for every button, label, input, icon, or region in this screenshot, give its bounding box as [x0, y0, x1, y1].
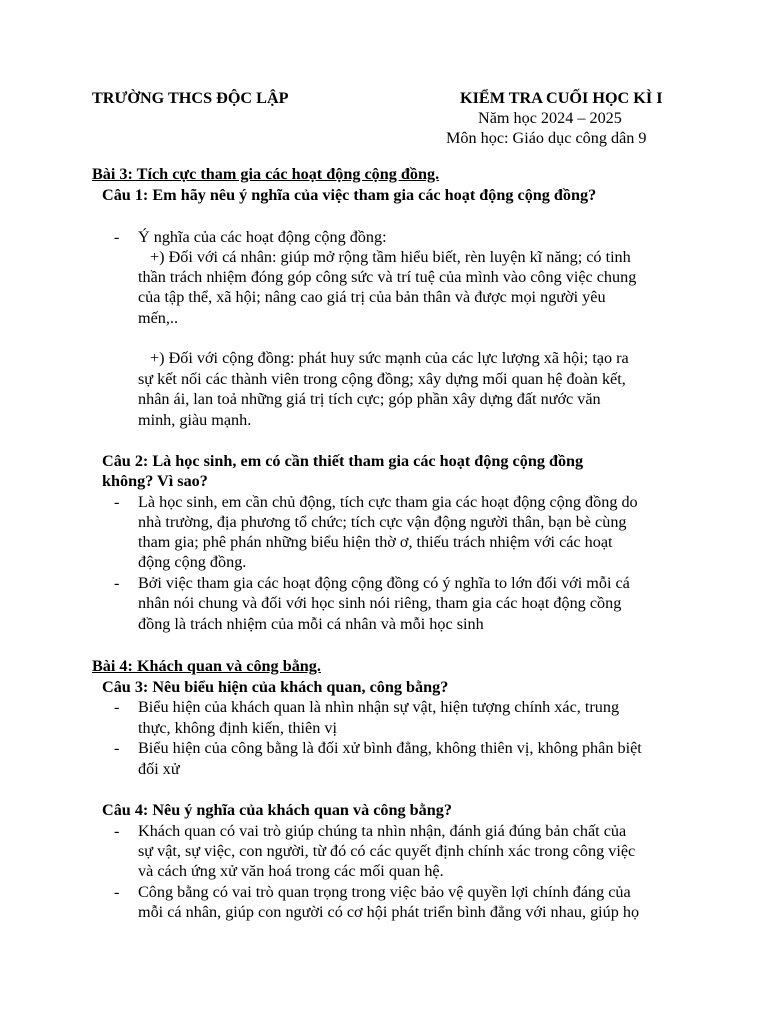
q4-bullet1-line: Khách quan có vai trò giúp chúng ta nhìn nhận, đánh giá đúng bản chất của	[138, 822, 627, 840]
q2-bullet1-line: nhà trường, địa phương tổ chức; tích cực vận động người thân, bạn bè cùng	[138, 513, 627, 531]
q1-intro: Ý nghĩa của các hoạt động cộng đồng:	[138, 228, 387, 246]
exam-title: KIỂM TRA CUỐI HỌC KÌ I	[460, 89, 663, 107]
q1-community-line: minh, giàu mạnh.	[138, 411, 252, 429]
q3-bullet1-line: thực, không định kiến, thiên vị	[138, 719, 337, 737]
q4-bullet2-line: mỗi cá nhân, giúp con người có cơ hội phát triển bình đẳng với nhau, giúp họ	[138, 903, 640, 921]
q2-bullet2-line: đồng là trách nhiệm của mỗi cá nhân và mỗi học sinh	[138, 615, 484, 633]
question-2: Câu 2: Là học sinh, em có cần thiết tham gia các hoạt động cộng đồng	[102, 452, 584, 470]
q1-personal-line: của tập thể, xã hội; nâng cao giá trị của bản thân và được mọi người yêu	[138, 288, 606, 306]
q1-community-line: nhân ái, lan toả những giá trị tích cực; góp phần xây dựng đất nước văn	[138, 390, 601, 408]
question-2: không? Vì sao?	[102, 472, 208, 490]
bullet-dash: -	[114, 493, 120, 511]
subject: Môn học: Giáo dục công dân 9	[446, 129, 647, 147]
section-4-title: Bài 4: Khách quan và công bằng.	[92, 657, 321, 675]
bullet-dash: -	[114, 228, 120, 246]
q3-bullet2-line: đối xử	[138, 760, 180, 778]
school-name: TRƯỜNG THCS ĐỘC LẬP	[92, 89, 289, 107]
school-year: Năm học 2024 – 2025	[478, 109, 622, 127]
q1-community-line: +) Đối với cộng đồng: phát huy sức mạnh của các lực lượng xã hội; tạo ra	[150, 349, 629, 367]
q2-bullet1-line: tham gia; phê phán những biểu hiện thờ ơ, thiếu trách nhiệm với các hoạt	[138, 533, 613, 551]
q2-bullet1-line: động cộng đồng.	[138, 553, 247, 571]
q1-personal-line: thần trách nhiệm đóng góp công sức và trí tuệ của mình vào công việc chung	[138, 268, 637, 286]
section-3-title: Bài 3: Tích cực tham gia các hoạt động cộng đồng.	[92, 165, 440, 183]
bullet-dash: -	[114, 883, 120, 901]
bullet-dash: -	[114, 822, 120, 840]
q4-bullet1-line: sự vật, sự việc, con người, từ đó có các quyết định chính xác trong công việc	[138, 842, 636, 860]
q4-bullet1-line: và cách ứng xử văn hoá trong các mối quan hệ.	[138, 862, 444, 880]
question-3: Câu 3: Nêu biểu hiện của khách quan, công bằng?	[102, 678, 449, 696]
q1-personal-line: mến,..	[138, 309, 179, 327]
q2-bullet1-line: Là học sinh, em cần chủ động, tích cực tham gia các hoạt động cộng đồng do	[138, 493, 638, 511]
question-1: Câu 1: Em hãy nêu ý nghĩa của việc tham gia các hoạt động cộng đồng?	[102, 186, 597, 204]
q4-bullet2-line: Công bằng có vai trò quan trọng trong việc bảo vệ quyền lợi chính đáng của	[138, 883, 631, 901]
question-4: Câu 4: Nêu ý nghĩa của khách quan và công bằng?	[102, 801, 452, 819]
q3-bullet2-line: Biểu hiện của công bằng là đối xử bình đẳng, không thiên vị, không phân biệt	[138, 739, 642, 757]
q3-bullet1-line: Biểu hiện của khách quan là nhìn nhận sự vật, hiện tượng chính xác, trung	[138, 698, 620, 716]
bullet-dash: -	[114, 739, 120, 757]
bullet-dash: -	[114, 698, 120, 716]
q2-bullet2-line: Bởi việc tham gia các hoạt động cộng đồng có ý nghĩa to lớn đối với mỗi cá	[138, 574, 630, 592]
q1-community-line: sự kết nối các thành viên trong cộng đồng; xây dựng mối quan hệ đoàn kết,	[138, 370, 626, 388]
q1-personal-line: +) Đối với cá nhân: giúp mở rộng tầm hiểu biết, rèn luyện kĩ năng; có tinh	[150, 248, 631, 266]
q2-bullet2-line: nhân nói chung và đối với học sinh nói riêng, tham gia các hoạt động cồng	[138, 594, 622, 612]
bullet-dash: -	[114, 574, 120, 592]
